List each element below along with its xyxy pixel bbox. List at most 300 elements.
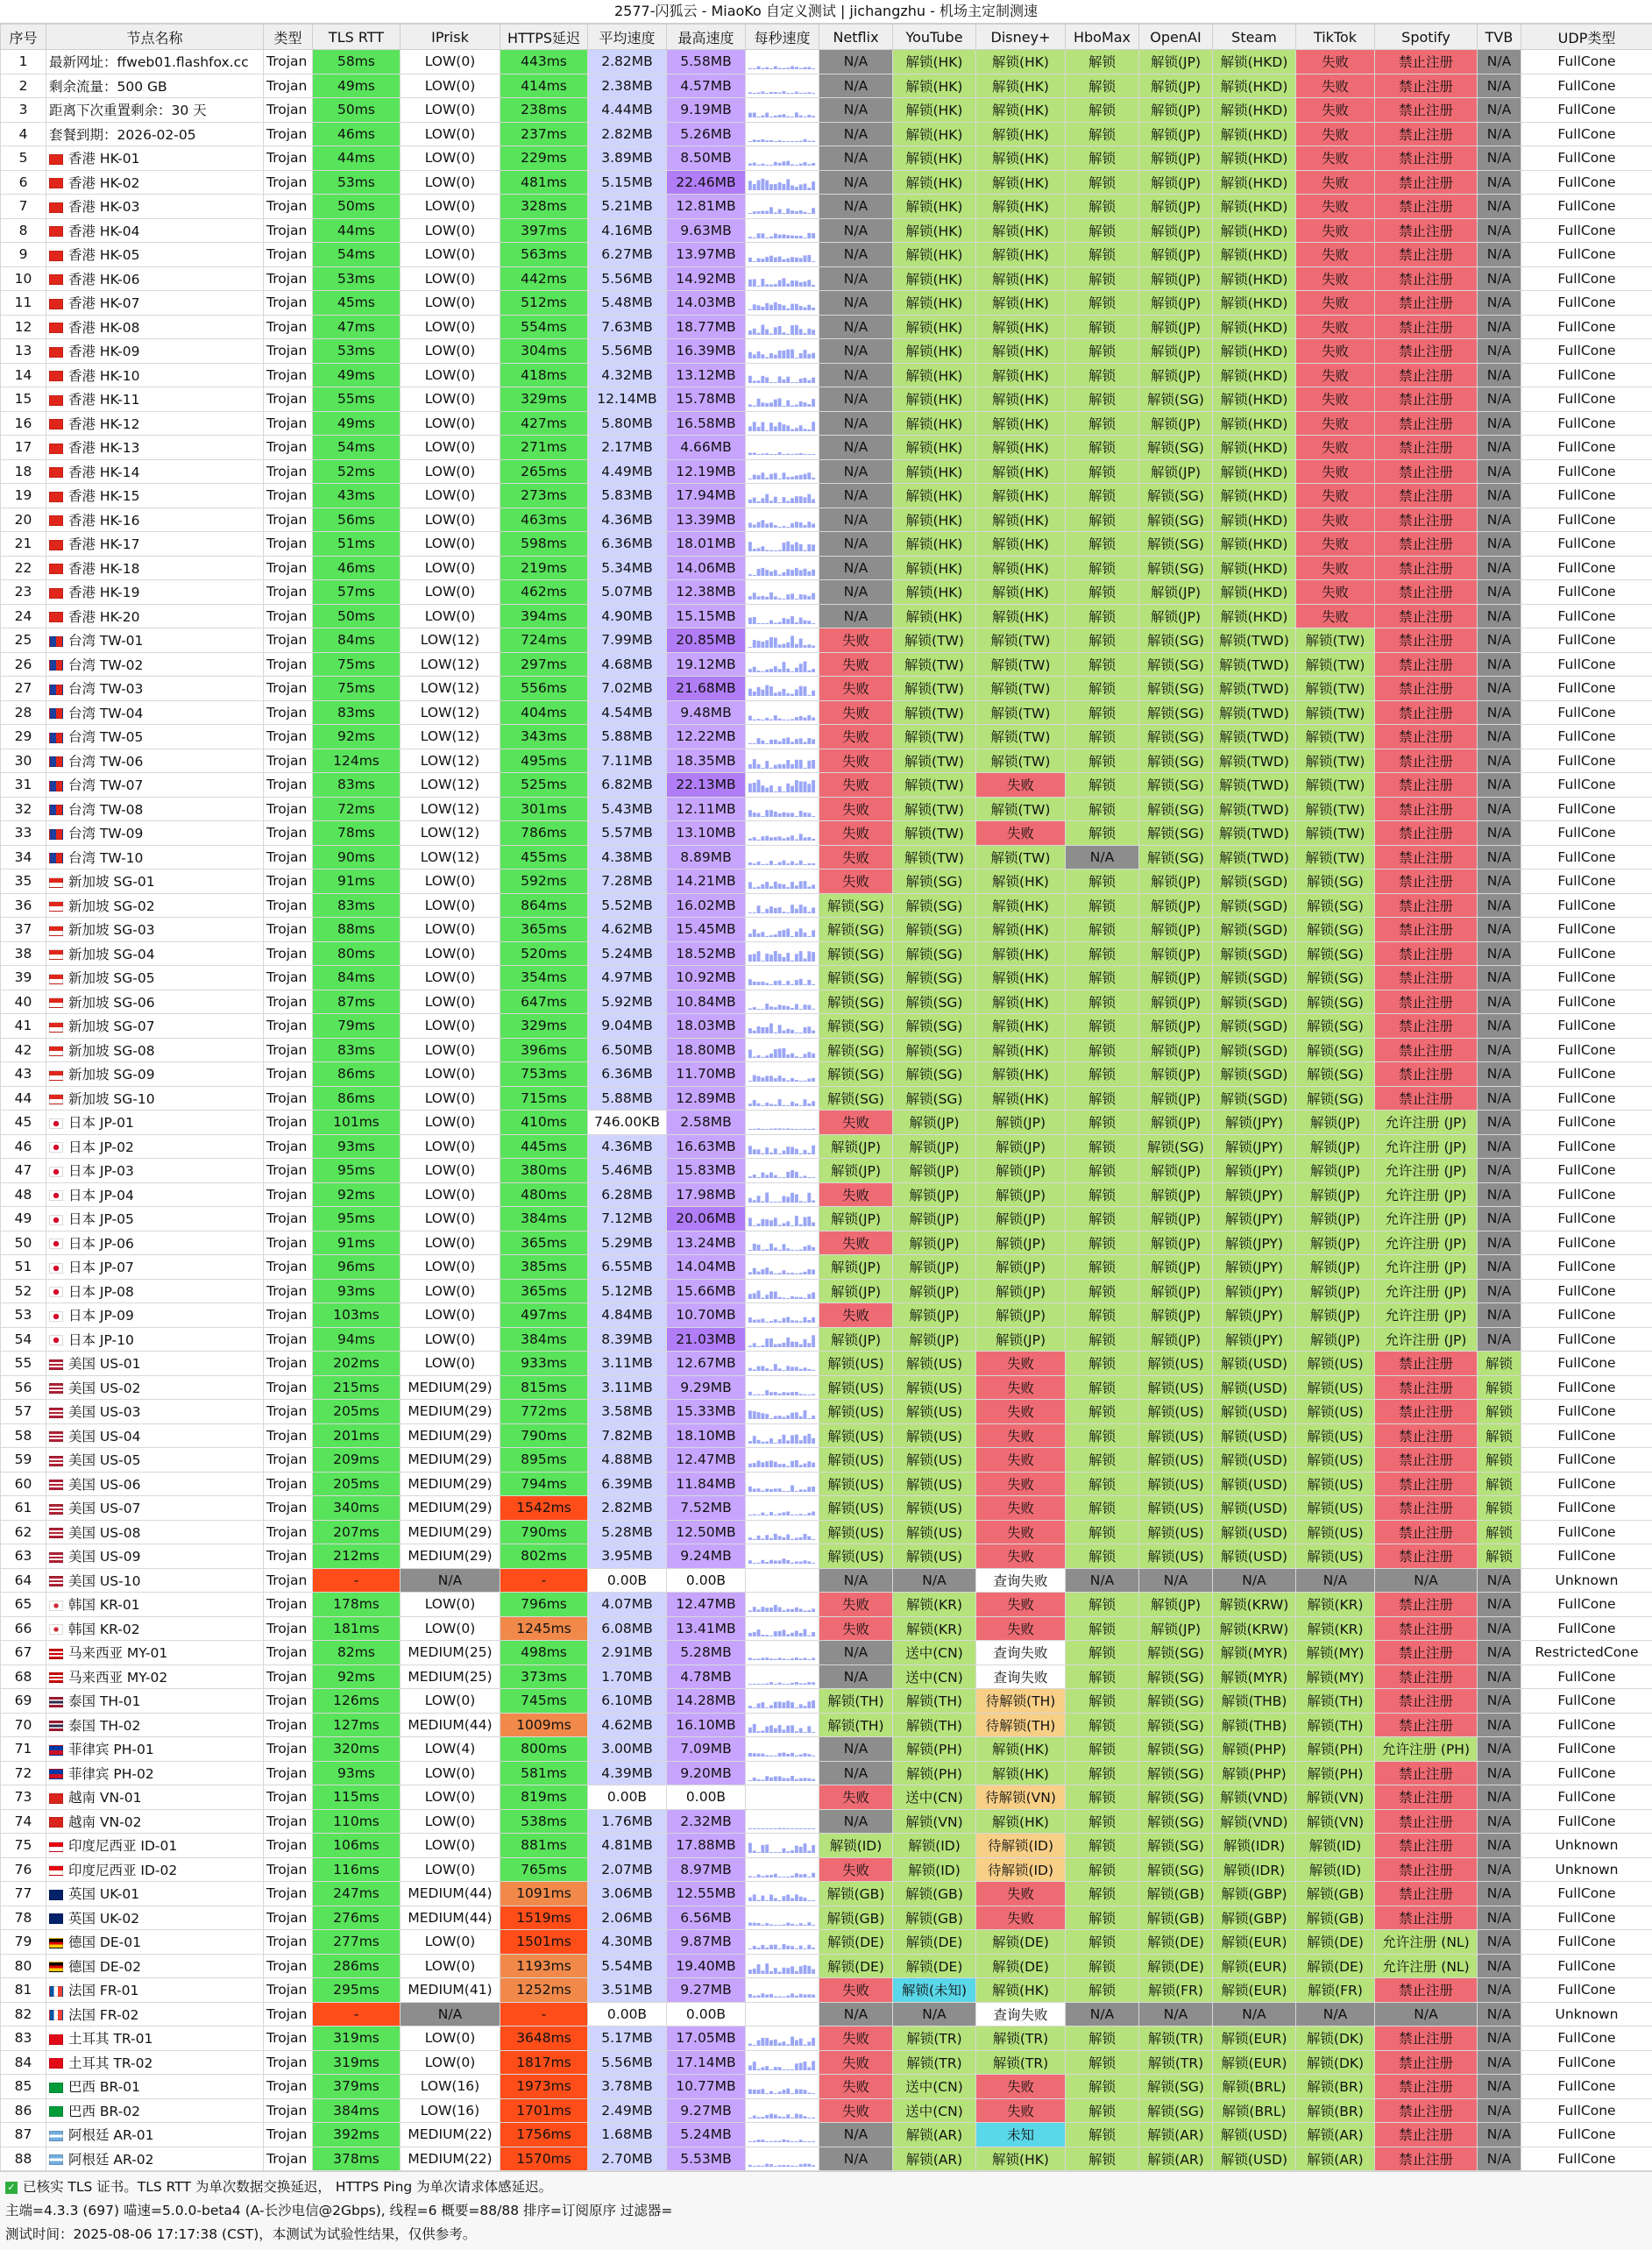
speed-sparkline-bar	[757, 427, 761, 431]
ip-risk: LOW(0)	[401, 1134, 500, 1159]
speed-sparkline-bar	[804, 742, 807, 744]
speed-sparkline-bar	[812, 1872, 815, 1877]
tiktok-status: 解锁(DK)	[1296, 2050, 1375, 2075]
table-row	[1, 1014, 1652, 1039]
row-index: 87	[1, 2123, 46, 2147]
ip-risk: MEDIUM(41)	[401, 1978, 500, 2003]
tiktok-status: 解锁(US)	[1296, 1544, 1375, 1569]
node-type: Trojan	[264, 436, 313, 460]
avg-speed: 7.12MB	[588, 1207, 667, 1231]
tiktok-status: 解锁(SG)	[1296, 893, 1375, 918]
column-header: IPrisk	[401, 25, 500, 50]
node-name: 最新网址：ffweb01.flashfox.cc	[49, 54, 249, 70]
speed-sparkline-bar	[786, 425, 790, 430]
speed-sparkline-bar	[761, 1297, 764, 1299]
flag-jp-icon	[49, 1239, 63, 1249]
speed-sparkline-bar	[778, 1394, 782, 1395]
https-latency: 497ms	[500, 1303, 588, 1328]
tiktok-status: 解锁(US)	[1296, 1375, 1375, 1400]
speed-sparkline-bar	[799, 1828, 803, 1829]
speed-sparkline-bar	[765, 788, 769, 792]
speed-sparkline-bar	[765, 1845, 769, 1854]
https-latency: 495ms	[500, 749, 588, 773]
disney-status: 解锁(HK)	[976, 1978, 1066, 2003]
speed-sparkline-bar	[774, 2114, 777, 2119]
per-second-speed-chart	[746, 1472, 819, 1496]
speed-sparkline-bar	[804, 661, 807, 671]
speed-sparkline-bar	[769, 1291, 773, 1299]
hbomax-status: 解锁	[1066, 1978, 1139, 2003]
speed-sparkline-bar	[748, 1317, 752, 1323]
youtube-status: N/A	[893, 2002, 976, 2026]
speed-sparkline-bar	[783, 141, 786, 142]
speed-sparkline-bar	[765, 954, 769, 962]
per-second-speed-chart	[746, 266, 819, 291]
tiktok-status: 失败	[1296, 580, 1375, 605]
speed-sparkline-bar	[748, 1218, 752, 1227]
udp-type: FullCone	[1521, 146, 1652, 171]
node-type: Trojan	[264, 773, 313, 798]
speed-sparkline-bar	[757, 1704, 761, 1709]
row-index: 76	[1, 1857, 46, 1882]
netflix-status: 解锁(JP)	[819, 1327, 893, 1352]
node-name-cell	[46, 484, 264, 508]
speed-sparkline-bar	[804, 525, 807, 528]
node-name: 台湾 TW-01	[68, 633, 143, 649]
tls-rtt: -	[313, 2002, 401, 2026]
speed-sparkline-bar	[795, 1367, 798, 1372]
per-second-speed-chart	[746, 1857, 819, 1882]
tiktok-status: 失败	[1296, 315, 1375, 339]
avg-speed: 5.56MB	[588, 2050, 667, 2075]
avg-speed: 9.04MB	[588, 1014, 667, 1039]
ip-risk: LOW(0)	[401, 1689, 500, 1714]
speed-sparkline-bar	[786, 1054, 790, 1058]
udp-type: FullCone	[1521, 1279, 1652, 1303]
openai-status: 解锁(JP)	[1139, 941, 1213, 966]
flag-sg-icon	[49, 949, 63, 960]
ip-risk: LOW(12)	[401, 700, 500, 725]
per-second-speed-chart	[746, 74, 819, 98]
speed-sparkline	[748, 728, 816, 744]
speed-sparkline-bar	[804, 350, 807, 358]
speed-sparkline	[748, 1066, 816, 1082]
speed-sparkline-bar	[769, 1725, 773, 1733]
speed-sparkline	[748, 415, 816, 431]
openai-status: N/A	[1139, 2002, 1213, 2026]
max-speed: 8.97MB	[667, 1857, 746, 1882]
flag-id-icon	[49, 1865, 63, 1876]
node-type: Trojan	[264, 1375, 313, 1400]
openai-status: 解锁(US)	[1139, 1496, 1213, 1521]
speed-sparkline-bar	[774, 1756, 777, 1757]
netflix-status: N/A	[819, 484, 893, 508]
speed-sparkline-bar	[778, 351, 782, 358]
steam-status: N/A	[1213, 1568, 1296, 1593]
hbomax-status: 解锁	[1066, 941, 1139, 966]
speed-sparkline-bar	[783, 497, 786, 503]
row-index: 68	[1, 1664, 46, 1689]
youtube-status: 解锁(JP)	[893, 1111, 976, 1135]
node-name-cell	[46, 363, 264, 387]
speed-sparkline-bar	[761, 116, 764, 117]
node-name: 香港 HK-07	[68, 295, 139, 311]
per-second-speed-chart	[746, 1954, 819, 1978]
speed-sparkline-bar	[774, 355, 777, 358]
speed-sparkline-bar	[778, 1202, 782, 1203]
speed-sparkline-bar	[795, 1731, 798, 1733]
node-name-cell	[46, 1616, 264, 1641]
spotify-status: 禁止注册	[1375, 604, 1478, 628]
speed-sparkline-bar	[804, 2116, 807, 2119]
node-name-cell	[46, 146, 264, 171]
avg-speed: 2.06MB	[588, 1906, 667, 1930]
per-second-speed-chart	[746, 966, 819, 990]
ip-risk: MEDIUM(25)	[401, 1664, 500, 1689]
netflix-status: N/A	[819, 170, 893, 195]
https-latency: 592ms	[500, 869, 588, 894]
tvb-status: N/A	[1478, 243, 1521, 267]
speed-sparkline-bar	[795, 1948, 798, 1949]
node-type: Trojan	[264, 1664, 313, 1689]
speed-sparkline-bar	[774, 1659, 777, 1660]
speed-sparkline-bar	[804, 717, 807, 720]
node-name: 香港 HK-06	[68, 272, 139, 287]
speed-sparkline-bar	[799, 1489, 803, 1492]
speed-sparkline-bar	[769, 92, 773, 94]
tvb-status: N/A	[1478, 98, 1521, 123]
tiktok-status: N/A	[1296, 2002, 1375, 2026]
avg-speed: 5.24MB	[588, 941, 667, 966]
ip-risk: MEDIUM(44)	[401, 1906, 500, 1930]
speed-sparkline-bar	[774, 1104, 777, 1106]
row-index: 37	[1, 918, 46, 942]
steam-status: 解锁(USD)	[1213, 1448, 1296, 1473]
node-name: 美国 US-04	[68, 1429, 140, 1444]
speed-sparkline-bar	[799, 979, 803, 985]
per-second-speed-chart	[746, 1303, 819, 1328]
openai-status: 解锁(AR)	[1139, 2123, 1213, 2147]
speed-sparkline-bar	[795, 622, 798, 624]
speed-sparkline-bar	[804, 1629, 807, 1636]
netflix-status: N/A	[819, 266, 893, 291]
hbomax-status: 解锁	[1066, 2050, 1139, 2075]
speed-sparkline-bar	[778, 1702, 782, 1709]
steam-status: 解锁(HKD)	[1213, 387, 1296, 412]
per-second-speed-chart	[746, 1400, 819, 1424]
steam-status: 解锁(IDR)	[1213, 1857, 1296, 1882]
speed-sparkline-bar	[761, 961, 764, 962]
speed-sparkline-bar	[799, 68, 803, 69]
speed-sparkline-bar	[799, 860, 803, 864]
ip-risk: LOW(0)	[401, 1303, 500, 1328]
netflix-status: 解锁(US)	[819, 1544, 893, 1569]
tls-rtt: 247ms	[313, 1882, 401, 1906]
https-latency: 772ms	[500, 1400, 588, 1424]
openai-status: 解锁(SG)	[1139, 1664, 1213, 1689]
max-speed: 10.77MB	[667, 2075, 746, 2099]
speed-sparkline-bar	[765, 1948, 769, 1949]
speed-sparkline-bar	[761, 403, 764, 408]
speed-sparkline-bar	[748, 1176, 752, 1178]
speed-sparkline-bar	[812, 1078, 815, 1082]
speed-sparkline-bar	[804, 1965, 807, 1974]
speed-sparkline-bar	[799, 1129, 803, 1130]
speed-sparkline-bar	[786, 813, 790, 817]
udp-type: FullCone	[1521, 1448, 1652, 1473]
speed-sparkline-bar	[748, 862, 752, 865]
table-row	[1, 1834, 1652, 1858]
udp-type: FullCone	[1521, 1930, 1652, 1955]
speed-sparkline-bar	[804, 1925, 807, 1926]
tiktok-status: 失败	[1296, 459, 1375, 484]
tiktok-status: N/A	[1296, 1568, 1375, 1593]
speed-sparkline-bar	[774, 951, 777, 962]
speed-sparkline-bar	[757, 1610, 761, 1613]
tiktok-status: 失败	[1296, 98, 1375, 123]
per-second-speed-chart	[746, 1834, 819, 1858]
node-name-cell	[46, 966, 264, 990]
disney-status: 解锁(HK)	[976, 484, 1066, 508]
node-name: 香港 HK-19	[68, 585, 139, 600]
https-latency: 329ms	[500, 387, 588, 412]
node-name: 日本 JP-10	[68, 1332, 134, 1348]
spotify-status: 允许注册 (JP)	[1375, 1207, 1478, 1231]
max-speed: 12.22MB	[667, 725, 746, 749]
steam-status: 解锁(JPY)	[1213, 1279, 1296, 1303]
speed-sparkline-bar	[812, 1054, 815, 1058]
youtube-status: 解锁(HK)	[893, 170, 976, 195]
speed-sparkline-bar	[807, 354, 811, 358]
spotify-status: 禁止注册	[1375, 580, 1478, 605]
speed-sparkline	[748, 150, 816, 166]
speed-sparkline-bar	[774, 837, 777, 841]
steam-status: 解锁(HKD)	[1213, 339, 1296, 364]
openai-status: 解锁(JP)	[1139, 315, 1213, 339]
tls-rtt: 82ms	[313, 1641, 401, 1665]
tls-rtt: 45ms	[313, 291, 401, 316]
speed-sparkline-bar	[757, 780, 761, 792]
steam-status: 解锁(HKD)	[1213, 484, 1296, 508]
speed-sparkline-bar	[791, 1899, 794, 1901]
speed-sparkline-bar	[765, 550, 769, 552]
youtube-status: 解锁(TW)	[893, 677, 976, 701]
openai-status: 解锁(SG)	[1139, 700, 1213, 725]
max-speed: 18.77MB	[667, 315, 746, 339]
speed-sparkline-bar	[778, 1682, 782, 1684]
speed-sparkline-bar	[786, 2069, 790, 2070]
speed-sparkline-bar	[778, 502, 782, 503]
ip-risk: LOW(0)	[401, 1761, 500, 1785]
udp-type: FullCone	[1521, 1978, 1652, 2003]
speed-sparkline-bar	[799, 716, 803, 720]
tvb-status: N/A	[1478, 1785, 1521, 1810]
node-name-cell	[46, 845, 264, 869]
speed-sparkline-bar	[765, 67, 769, 69]
netflix-status: 解锁(TH)	[819, 1713, 893, 1737]
speed-sparkline-bar	[757, 1923, 761, 1926]
hbomax-status: 解锁	[1066, 459, 1139, 484]
openai-status: 解锁(DE)	[1139, 1954, 1213, 1978]
max-speed: 12.19MB	[667, 459, 746, 484]
speed-sparkline-bar	[748, 1706, 752, 1708]
speed-sparkline-bar	[757, 1779, 761, 1781]
node-name-cell	[46, 436, 264, 460]
avg-speed: 5.54MB	[588, 1954, 667, 1978]
tls-rtt: 57ms	[313, 580, 401, 605]
speed-sparkline-bar	[807, 1682, 811, 1685]
per-second-speed-chart	[746, 1231, 819, 1255]
netflix-status: N/A	[819, 2147, 893, 2171]
speed-sparkline-bar	[757, 1964, 761, 1974]
steam-status: 解锁(JPY)	[1213, 1111, 1296, 1135]
speed-sparkline-bar	[786, 1922, 790, 1925]
speed-sparkline	[748, 921, 816, 937]
tvb-status: N/A	[1478, 725, 1521, 749]
speed-sparkline-bar	[774, 116, 777, 117]
disney-status: 失败	[976, 1544, 1066, 1569]
steam-status: 解锁(VND)	[1213, 1785, 1296, 1810]
speed-sparkline-bar	[753, 1268, 756, 1274]
speed-sparkline-bar	[774, 1534, 777, 1540]
youtube-status: 解锁(TW)	[893, 700, 976, 725]
tvb-status: N/A	[1478, 1737, 1521, 1762]
speed-sparkline-bar	[765, 1192, 769, 1202]
speed-sparkline-bar	[765, 909, 769, 913]
speed-sparkline	[748, 2078, 816, 2094]
speed-sparkline-bar	[783, 306, 786, 311]
tiktok-status: 解锁(JP)	[1296, 1231, 1375, 1255]
speed-sparkline-bar	[774, 2040, 777, 2046]
speed-sparkline-bar	[799, 184, 803, 190]
speed-sparkline-bar	[786, 1512, 790, 1516]
speed-sparkline-bar	[757, 286, 761, 287]
speed-sparkline	[748, 1524, 816, 1540]
flag-hk-icon	[49, 612, 63, 622]
speed-sparkline-bar	[748, 68, 752, 69]
table-row	[1, 1182, 1652, 1207]
speed-sparkline-bar	[795, 690, 798, 697]
tls-rtt: 127ms	[313, 1713, 401, 1737]
speed-sparkline-bar	[807, 1079, 811, 1082]
speed-sparkline-bar	[807, 837, 811, 841]
netflix-status: 失败	[819, 1593, 893, 1617]
disney-status: 解锁(HK)	[976, 146, 1066, 171]
speed-sparkline-bar	[791, 325, 794, 335]
netflix-status: 解锁(SG)	[819, 1086, 893, 1111]
avg-speed: 4.62MB	[588, 1713, 667, 1737]
speed-sparkline-bar	[807, 1659, 811, 1660]
speed-sparkline-bar	[812, 1828, 815, 1829]
speed-sparkline-bar	[774, 1218, 777, 1227]
speed-sparkline-bar	[804, 162, 807, 166]
speed-sparkline-bar	[783, 764, 786, 769]
speed-sparkline-bar	[786, 1491, 790, 1492]
speed-sparkline-bar	[748, 883, 752, 890]
steam-status: 解锁(MYR)	[1213, 1641, 1296, 1665]
speed-sparkline-bar	[786, 1222, 790, 1227]
speed-sparkline-bar	[748, 764, 752, 769]
speed-sparkline-bar	[761, 912, 764, 913]
udp-type: FullCone	[1521, 1207, 1652, 1231]
speed-sparkline-bar	[753, 1851, 756, 1854]
speed-sparkline-bar	[765, 1828, 769, 1829]
speed-sparkline-bar	[795, 1104, 798, 1106]
speed-sparkline-bar	[786, 1440, 790, 1444]
tls-rtt: 46ms	[313, 556, 401, 580]
https-latency: 418ms	[500, 363, 588, 387]
netflix-status: 失败	[819, 2075, 893, 2099]
max-speed: 20.06MB	[667, 1207, 746, 1231]
speed-sparkline-bar	[761, 376, 764, 383]
avg-speed: 6.50MB	[588, 1038, 667, 1062]
avg-speed: 5.56MB	[588, 266, 667, 291]
ip-risk: LOW(0)	[401, 1038, 500, 1062]
youtube-status: 解锁(GB)	[893, 1882, 976, 1906]
tvb-status: 解锁	[1478, 1352, 1521, 1376]
tls-rtt: 83ms	[313, 893, 401, 918]
speed-sparkline-bar	[778, 163, 782, 166]
speed-sparkline-bar	[774, 284, 777, 287]
ip-risk: MEDIUM(44)	[401, 1882, 500, 1906]
hbomax-status: 解锁	[1066, 507, 1139, 532]
tls-rtt: 91ms	[313, 1231, 401, 1255]
udp-type: FullCone	[1521, 2147, 1652, 2171]
per-second-speed-chart	[746, 1496, 819, 1521]
avg-speed: 3.58MB	[588, 1400, 667, 1424]
tls-rtt: 205ms	[313, 1472, 401, 1496]
node-name-cell	[46, 749, 264, 773]
speed-sparkline-bar	[786, 1366, 790, 1372]
ip-risk: LOW(16)	[401, 2098, 500, 2123]
speed-sparkline-bar	[778, 376, 782, 383]
ip-risk: MEDIUM(29)	[401, 1375, 500, 1400]
tls-rtt: 319ms	[313, 2050, 401, 2075]
speed-sparkline-bar	[799, 1466, 803, 1468]
speed-sparkline-bar	[791, 1563, 794, 1564]
row-index: 1	[1, 50, 46, 75]
flag-us-icon	[49, 1383, 63, 1394]
speed-sparkline-bar	[761, 1219, 764, 1226]
flag-de-icon	[49, 1962, 63, 1972]
hbomax-status: 解锁	[1066, 170, 1139, 195]
https-latency: 273ms	[500, 484, 588, 508]
speed-sparkline-bar	[761, 568, 764, 576]
row-index: 5	[1, 146, 46, 171]
tls-rtt: 94ms	[313, 1327, 401, 1352]
speed-sparkline	[748, 657, 816, 672]
tvb-status: N/A	[1478, 1182, 1521, 1207]
steam-status: 解锁(GBP)	[1213, 1882, 1296, 1906]
disney-status: 失败	[976, 1593, 1066, 1617]
speed-sparkline-bar	[791, 523, 794, 528]
youtube-status: 解锁(JP)	[893, 1134, 976, 1159]
flag-tw-icon	[49, 636, 63, 647]
tvb-status: N/A	[1478, 74, 1521, 98]
node-type: Trojan	[264, 1231, 313, 1255]
speed-sparkline-bar	[804, 595, 807, 600]
speed-sparkline-bar	[757, 641, 761, 648]
speed-sparkline	[748, 1741, 816, 1757]
spotify-status: 禁止注册	[1375, 1713, 1478, 1737]
tiktok-status: 解锁(US)	[1296, 1352, 1375, 1376]
speed-sparkline-bar	[804, 93, 807, 94]
row-index: 21	[1, 532, 46, 557]
speed-sparkline-bar	[799, 1057, 803, 1058]
hbomax-status: 解锁	[1066, 1954, 1139, 1978]
node-name-cell	[46, 1978, 264, 2003]
netflix-status: 解锁(TH)	[819, 1689, 893, 1714]
